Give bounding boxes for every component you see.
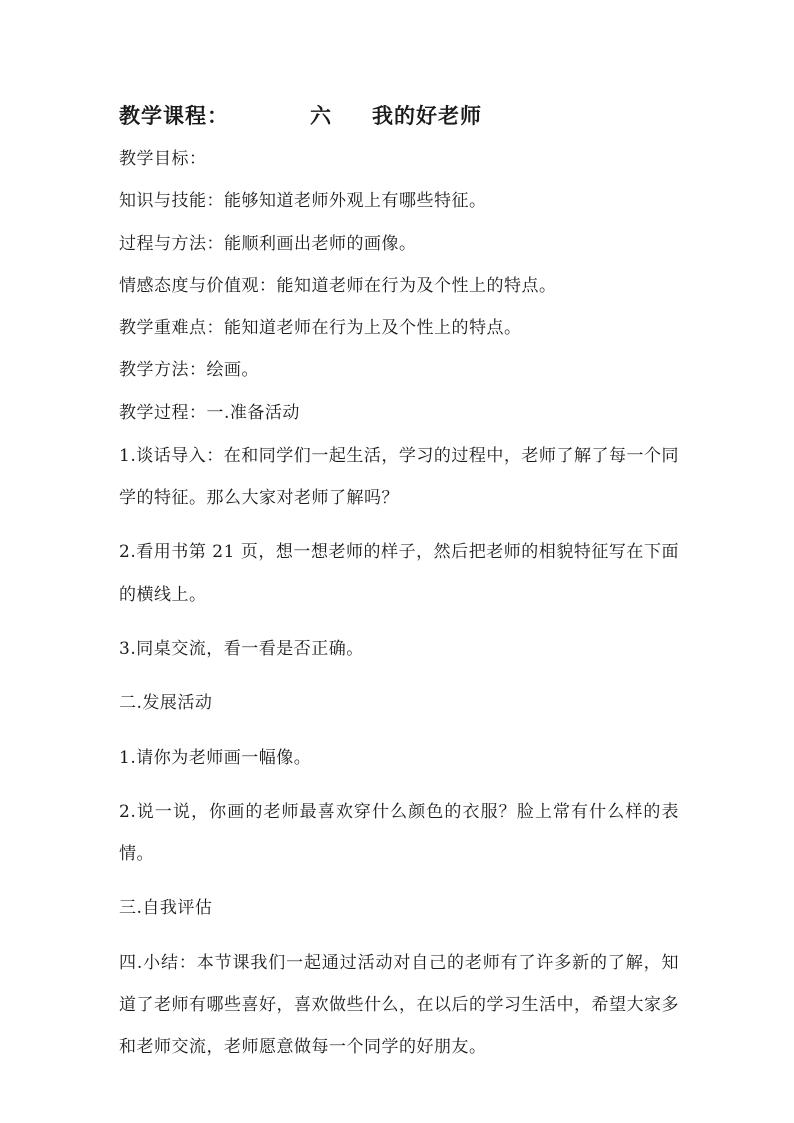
lesson-number: 六 — [310, 103, 332, 128]
key-difficulties-line: 教学重难点：能知道老师在行为上及个性上的特点。 — [119, 318, 522, 339]
teaching-method-line: 教学方法：绘画。 — [119, 360, 259, 381]
section-2-step-2: 2.说一说，你画的老师最喜欢穿什么颜色的衣服？脸上常有什么样的表情。 — [119, 801, 679, 865]
process-methods-line: 过程与方法：能顺利画出老师的画像。 — [119, 233, 417, 254]
step-1-paragraph: 1.谈话导入：在和同学们一起生活，学习的过程中，老师了解了每一个同学的特征。那么大家对老师了解吗？ — [119, 445, 679, 509]
teaching-process-line: 教学过程：一.准备活动 — [119, 402, 300, 423]
section-2-step-1: 1.请你为老师画一幅像。 — [119, 747, 312, 768]
document-content — [119, 100, 679, 1069]
title-label: 教学课程： — [119, 103, 229, 128]
step-3-paragraph: 3.同桌交流，看一看是否正确。 — [119, 638, 364, 659]
section-2-heading: 二.发展活动 — [119, 693, 213, 714]
lesson-title: 我的好老师 — [372, 103, 482, 128]
summary-paragraph: 四.小结：本节课我们一起通过活动对自己的老师有了许多新的了解，知道了老师有哪些喜好，喜欢做些什么，在以后的学习生活中，希望大家多和老师交流，老师愿意做每一个同学的好朋友。 — [119, 952, 679, 1058]
emotion-values-line: 情感态度与价值观：能知道老师在行为及个性上的特点。 — [119, 275, 557, 296]
section-3-heading: 三.自我评估 — [119, 898, 213, 919]
knowledge-skills-line: 知识与技能：能够知道老师外观上有哪些特征。 — [119, 191, 487, 212]
document-title — [119, 100, 679, 136]
step-2-paragraph: 2.看用书第 21 页，想一想老师的样子，然后把老师的相貌特征写在下面的横线上。 — [119, 542, 679, 605]
teaching-goals-heading: 教学目标： — [119, 149, 207, 169]
